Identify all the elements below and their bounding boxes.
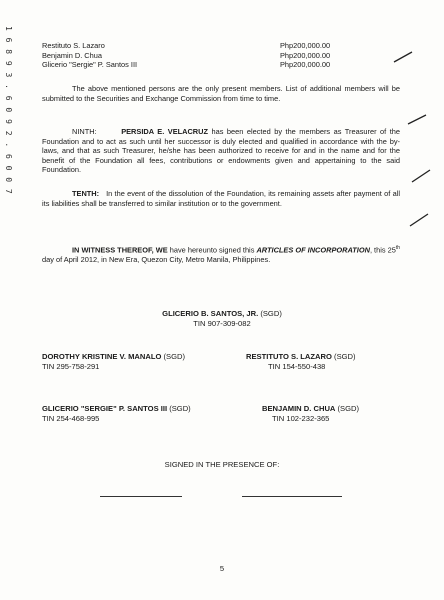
tenth-label: TENTH:: [72, 189, 100, 198]
handwritten-tick-mark: [410, 168, 434, 184]
handwritten-tick-mark: [406, 112, 430, 126]
signatory-manalo: [42, 352, 232, 371]
signatory-name: GLICERIO "SERGIE" P. SANTOS III: [42, 404, 168, 413]
shareholder-name: Benjamin D. Chua: [42, 50, 102, 60]
date-suffix: th: [395, 245, 400, 251]
signatory-tin: TIN 154-550-438: [268, 361, 326, 371]
page-number: 5: [219, 564, 225, 573]
signatory-tin: TIN 102-232-365: [272, 413, 330, 423]
document-title: ARTICLES OF INCORPORATION: [256, 245, 370, 255]
signatory-sgd: (SGD): [161, 352, 186, 361]
treasurer-name: PERSIDA E. VELACRUZ: [121, 127, 208, 136]
signatory-name: DOROTHY KRISTINE V. MANALO: [42, 352, 162, 361]
signatory-sgd: (SGD): [331, 352, 356, 361]
presence-heading: SIGNED IN THE PRESENCE OF:: [164, 460, 280, 469]
witness-signature-line: [242, 496, 342, 497]
witness-date-pre: , this 25: [369, 245, 396, 255]
ninth-label: NINTH:: [72, 127, 97, 136]
tenth-text: In the event of the dissolution of the Foundation, its remaining assets after payment of all its liabilities shall be transferred to similar institution or to the government.: [42, 189, 401, 208]
shareholder-row: [42, 51, 372, 61]
signatory-tin: TIN 254-468-995: [42, 413, 100, 423]
ninth-article: [42, 127, 400, 175]
witness-mid: have hereunto signed this: [167, 245, 257, 255]
witness-paragraph: [42, 244, 400, 265]
shareholder-row: [42, 41, 372, 51]
signatory-sgd: (SGD): [258, 309, 282, 318]
shareholder-row: [42, 60, 372, 70]
signatory-chua: [262, 404, 422, 423]
side-serial-number: 1 6 8 9 3 . 6 0 9 2 . 6 0 0 7: [4, 26, 13, 195]
shareholder-list: [42, 41, 372, 70]
signatory-tin: TIN 295-758-291: [42, 361, 100, 371]
shareholder-name: Restituto S. Lazaro: [42, 41, 105, 50]
witness-rest: day of April 2012, in New Era, Quezon City, Metro Manila, Philippines.: [42, 255, 271, 265]
signatory-name: GLICERIO B. SANTOS, JR.: [162, 309, 259, 318]
members-paragraph: The above mentioned persons are the only present members. List of additional members will be submitted to the Securities and Exchange Commission from time to time.: [42, 84, 400, 103]
signatory-lazaro: [246, 352, 416, 371]
signatory-name: BENJAMIN D. CHUA: [262, 404, 336, 413]
signatory-name: RESTITUTO S. LAZARO: [246, 352, 332, 361]
witness-lead: IN WITNESS THEREOF, WE: [72, 245, 168, 255]
tenth-article: [42, 189, 400, 208]
signatory-santos-iii: [42, 404, 242, 423]
signatory-sgd: (SGD): [335, 404, 360, 413]
signatory-sgd: (SGD): [167, 404, 191, 413]
signatory-tin: TIN 907-309-082: [193, 318, 251, 328]
shareholder-amount: Php200,000.00: [280, 50, 331, 60]
ninth-text: has been elected by the members as Treasurer of the Foundation and to act as such until her successor is duly elected and qualified in accordance with the by-laws, and that as such Treasurer, he/she has been authorized to receive for and in the name and for the benefit of the Foundation all fees, contributions or endowments given and appertaining to the said Foundation.: [42, 127, 400, 175]
witness-signature-line: [100, 496, 182, 497]
handwritten-tick-mark: [392, 50, 416, 64]
shareholder-amount: Php200,000.00: [280, 60, 331, 69]
handwritten-tick-mark: [408, 212, 432, 228]
shareholder-name: Glicerio "Sergie" P. Santos III: [42, 60, 138, 69]
shareholder-amount: Php200,000.00: [280, 41, 331, 50]
signatory-santos-jr: [122, 309, 322, 328]
